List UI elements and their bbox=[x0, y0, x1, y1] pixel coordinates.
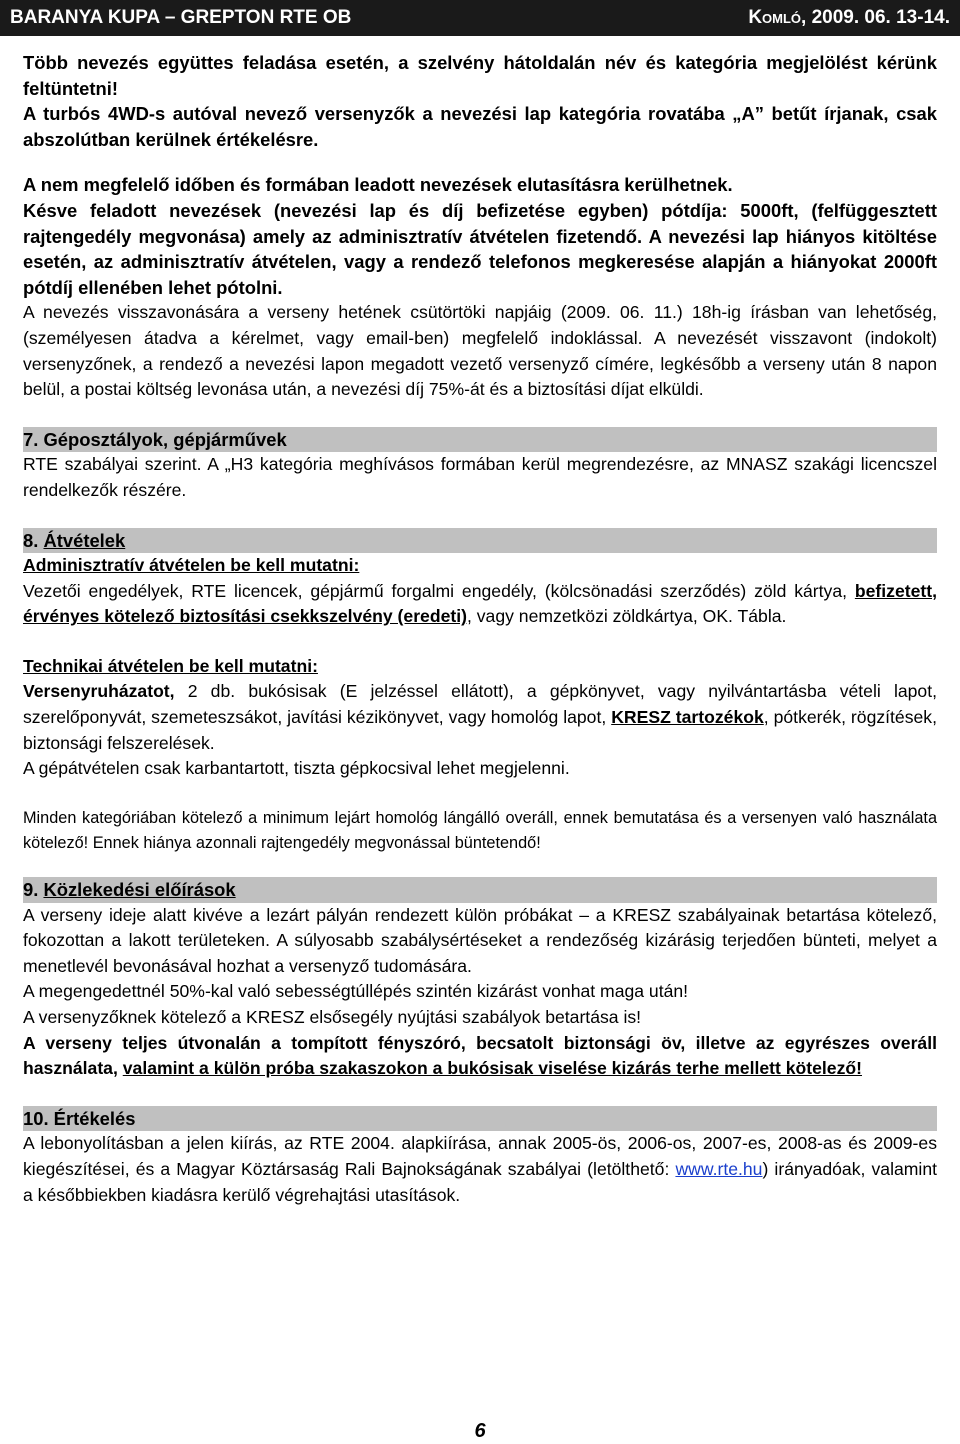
tech-check-text bbox=[23, 679, 937, 756]
section-9-heading bbox=[23, 877, 937, 903]
overall-requirement-note: Minden kategóriában kötelező a minimum lejárt homológ lángálló overáll, ennek bemutatása és a versenyen való használata kötelező! Ennek hiánya azonnali rajtengedély megvonással büntetendő! bbox=[23, 808, 937, 853]
section-9-paragraph-3: A versenyzőknek kötelező a KRESZ elsősegély nyújtási szabályok betartása is! bbox=[23, 1007, 642, 1027]
page-header bbox=[0, 0, 960, 36]
header-date: Komló, 2009. 06. 13-14. bbox=[748, 7, 950, 28]
admin-check-heading: Adminisztratív átvételen be kell mutatni: bbox=[23, 555, 360, 576]
page-number: 6 bbox=[474, 1420, 486, 1442]
intro-paragraph-2: A turbós 4WD-s autóval nevező versenyzők a nevezési lap kategória rovatába „A” betűt írjanak, csak abszolútban kerülnek értékelésre. bbox=[23, 103, 937, 150]
kresz-accessories: KRESZ tartozékok bbox=[611, 707, 764, 728]
evaluation-text: A lebonyolításban a jelen kiírás, az RTE 2004. alapkiírása, annak 2005-ös, 2006-os, 2007-es, 2008-as és 2009-es kiegészítései, és a Magyar Köztársaság Rali Bajnokságának szabályai (letölthető: bbox=[23, 1133, 937, 1179]
rte-website-link[interactable]: www.rte.hu bbox=[675, 1158, 763, 1179]
admin-text-end: , vagy nemzetközi zöldkártya, OK. Tábla. bbox=[466, 606, 787, 627]
intro-paragraph-3: A nem megfelelő időben és formában leadott nevezések elutasításra kerülhetnek. bbox=[23, 174, 733, 196]
intro-paragraph-1: Több nevezés együttes feladása esetén, a szelvény hátoldalán név és kategória megjelölést kérünk feltüntetni! bbox=[23, 52, 937, 99]
section-7-heading: 7. Géposztályok, gépjárművek bbox=[23, 427, 937, 453]
section-8-heading bbox=[23, 528, 937, 554]
section-9-title: Közlekedési előírások bbox=[43, 879, 236, 901]
page-content bbox=[23, 50, 937, 1208]
safety-text: A verseny teljes útvonalán a tompított fényszóró, becsatolt biztonsági öv, illetve az egyrészes overáll használata, bbox=[23, 1032, 937, 1079]
section-9-number: 9. bbox=[23, 879, 39, 901]
intro-paragraph-4: Késve feladott nevezések (nevezési lap és díj befizetése egyben) pótdíja: 5000ft, (felfüggesztett rajtengedély megvonása) amely az adminisztratív átvételen fizetendő. A nevezési lap hiányos kitöltése esetén, az adminisztratív átvételen, vagy a rendező telefonos megkeresése alapján a hiányokat 2000ft pótdíj ellenében lehet pótolni. bbox=[23, 199, 937, 298]
section-7-text: RTE szabályai szerint. A „H3 kategória meghívásos formában kerül megrendezésre, az MNASZ szakági licencszel rendelkezők részére. bbox=[23, 454, 937, 500]
racewear-label: Versenyruházatot, bbox=[23, 681, 175, 702]
admin-text-part: Vezetői engedélyek, RTE licencek, gépjármű forgalmi engedély, (kölcsönadási szerződés) zöld kártya, bbox=[23, 580, 855, 601]
helmet-requirement: valamint a külön próba szakaszokon a bukósisak viselése kizárás terhe mellett kötelező! bbox=[122, 1058, 862, 1079]
header-title: BARANYA KUPA – GREPTON RTE OB bbox=[10, 7, 352, 28]
section-8-title: Átvételek bbox=[43, 529, 126, 551]
section-8-number: 8. bbox=[23, 529, 39, 551]
section-9-paragraph-2: A megengedettnél 50%-kal való sebességtúllépés szintén kizárást vonhat maga után! bbox=[23, 981, 689, 1002]
tech-text-part: 2 db. bukósisak (E jelzéssel ellátott), a gépkönyvet, vagy nyilvántartásba vételi lapot, szerelőponyvát, szemeteszsákot, javítási kézikönyvet, vagy homológ lapot, bbox=[23, 681, 937, 728]
section-9-paragraph-4 bbox=[23, 1031, 937, 1082]
admin-check-text bbox=[23, 579, 937, 630]
intro-paragraph-5: A nevezés visszavonására a verseny hetének csütörtöki napjáig (2009. 06. 11.) 18h-ig írásban van lehetőség, (személyesen átadva a kérelmet, vagy email-ben) megfelelő indoklással. A nevezését visszavont (indokolt) versenyzőnek, a rendező a nevezési lapon megadott vezető versenyző címére, legkésőbb a verseny után 8 napon belül, a postai költség levonása után, a nevezési díj 75%-át és a biztosítási díjat elküldi. bbox=[23, 302, 937, 400]
tech-check-heading: Technikai átvételen be kell mutatni: bbox=[23, 655, 318, 676]
tech-check-note: A gépátvételen csak karbantartott, tiszta gépkocsival lehet megjelenni. bbox=[23, 758, 570, 779]
section-10-heading: 10. Értékelés bbox=[23, 1106, 937, 1132]
tech-text-end: , pótkerék, rögzítések, biztonsági felszerelések. bbox=[23, 707, 937, 753]
section-10-text bbox=[23, 1131, 937, 1208]
evaluation-text-end: ) irányadóak, valamint a későbbiekben kiadásra kerülő végrehajtási utasítások. bbox=[23, 1158, 937, 1205]
section-9-paragraph-1: A verseny ideje alatt kivéve a lezárt pályán rendezett külön próbákat – a KRESZ szabályainak betartása kötelező, fokozottan a lakott területeken. A súlyosabb szabálysértéseket a rendezőség kizárásig terjedően bünteti, melyet a menetlevél bevonásával hozhat a versenyző tudomására. bbox=[23, 904, 937, 976]
insurance-requirement: befizetett, érvényes kötelező biztosítási csekkszelvény (eredeti) bbox=[23, 580, 937, 627]
